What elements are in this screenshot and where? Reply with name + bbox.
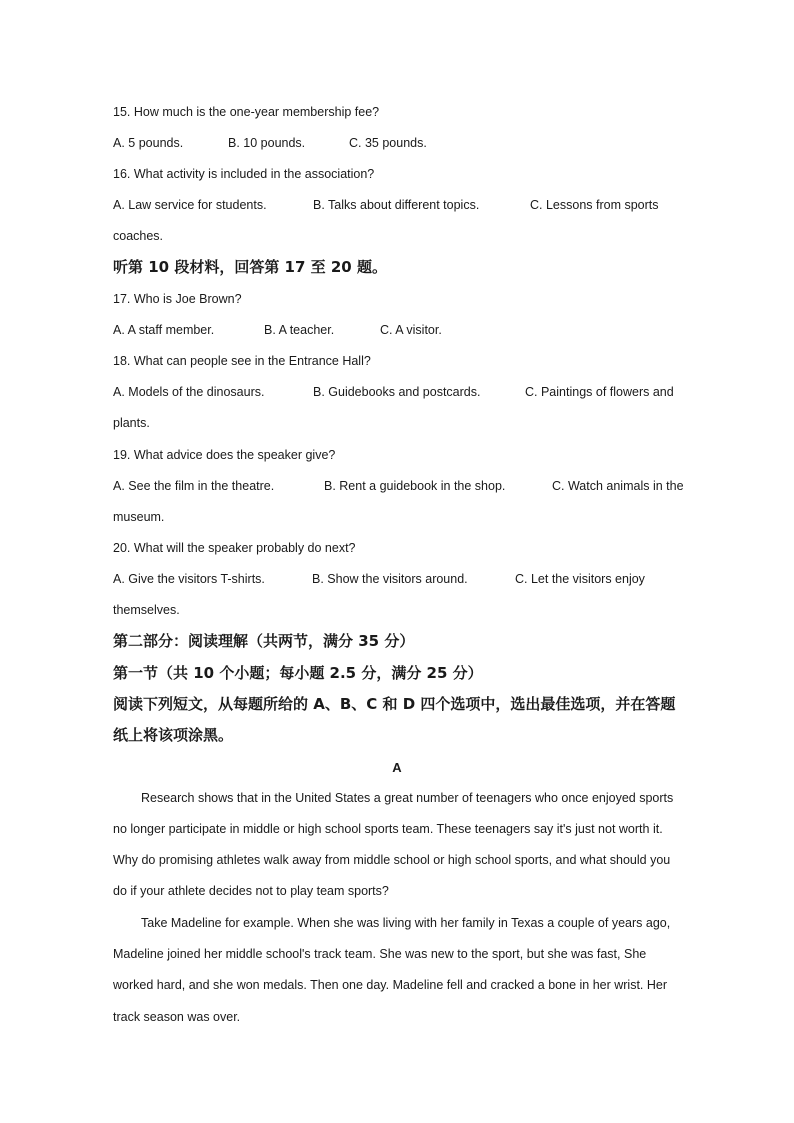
question-15: 15. How much is the one-year membership fee? [113, 105, 380, 119]
question-20: 20. What will the speaker probably do next? [113, 541, 356, 555]
question-19: 19. What advice does the speaker give? [113, 448, 336, 462]
passage-paragraph-2-line-1: Take Madeline for example. When she was living with her family in Texas a couple of years ago, [141, 916, 671, 930]
question-18-option-a: A. Models of the dinosaurs. [113, 385, 265, 399]
question-17-option-a: A. A staff member. [113, 323, 215, 337]
question-15-option-c: C. 35 pounds. [349, 136, 427, 150]
question-20-option-b: B. Show the visitors around. [312, 572, 468, 586]
question-20-option-c: C. Let the visitors enjoy [515, 572, 645, 586]
passage-paragraph-1-line-4: do if your athlete decides not to play team sports? [113, 884, 389, 898]
question-16: 16. What activity is included in the association? [113, 167, 375, 181]
question-15-option-b: B. 10 pounds. [228, 136, 306, 150]
question-17: 17. Who is Joe Brown? [113, 292, 242, 306]
question-16-option-a: A. Law service for students. [113, 198, 267, 212]
instructions-line-1: 阅读下列短文，从每题所给的 A、B、C 和 D 四个选项中，选出最佳选项，并在答题 [113, 695, 676, 713]
passage-paragraph-2-line-4: track season was over. [113, 1010, 241, 1024]
question-17-option-b: B. A teacher. [264, 323, 335, 337]
question-19-option-c: C. Watch animals in the [552, 479, 684, 493]
question-18: 18. What can people see in the Entrance Hall? [113, 354, 371, 368]
question-18-option-c: C. Paintings of flowers and [525, 385, 674, 399]
question-20-option-c-continued: themselves. [113, 603, 180, 617]
section-1-heading: 第一节（共 10 个小题；每小题 2.5 分，满分 25 分） [113, 664, 483, 682]
instructions-line-2: 纸上将该项涂黑。 [113, 726, 234, 744]
question-16-option-b: B. Talks about different topics. [313, 198, 480, 212]
question-18-option-c-continued: plants. [113, 416, 150, 430]
question-17-option-c: C. A visitor. [380, 323, 442, 337]
question-20-option-a: A. Give the visitors T-shirts. [113, 572, 265, 586]
question-19-option-b: B. Rent a guidebook in the shop. [324, 479, 506, 493]
question-19-option-c-continued: museum. [113, 510, 165, 524]
question-16-option-c-continued: coaches. [113, 229, 164, 243]
passage-label: A [392, 760, 402, 775]
passage-paragraph-1-line-1: Research shows that in the United States a great number of teenagers who once enjoyed sports [141, 791, 674, 805]
question-19-option-a: A. See the film in the theatre. [113, 479, 275, 493]
passage-paragraph-1-line-2: no longer participate in middle or high school sports team. These teenagers say it's just not worth it. [113, 822, 663, 836]
passage-paragraph-2-line-2: Madeline joined her middle school's track team. She was new to the sport, but she was fast, She [113, 947, 647, 961]
passage-paragraph-1-line-3: Why do promising athletes walk away from middle school or high school sports, and what should you [113, 853, 671, 867]
section-10-heading: 听第 10 段材料，回答第 17 至 20 题。 [113, 258, 387, 276]
part-2-heading: 第二部分：阅读理解（共两节，满分 35 分） [113, 632, 415, 650]
question-18-option-b: B. Guidebooks and postcards. [313, 385, 481, 399]
question-16-option-c: C. Lessons from sports [530, 198, 659, 212]
question-15-option-a: A. 5 pounds. [113, 136, 184, 150]
passage-paragraph-2-line-3: worked hard, and she won medals. Then one day. Madeline fell and cracked a bone in her wrist. Her [113, 978, 668, 992]
